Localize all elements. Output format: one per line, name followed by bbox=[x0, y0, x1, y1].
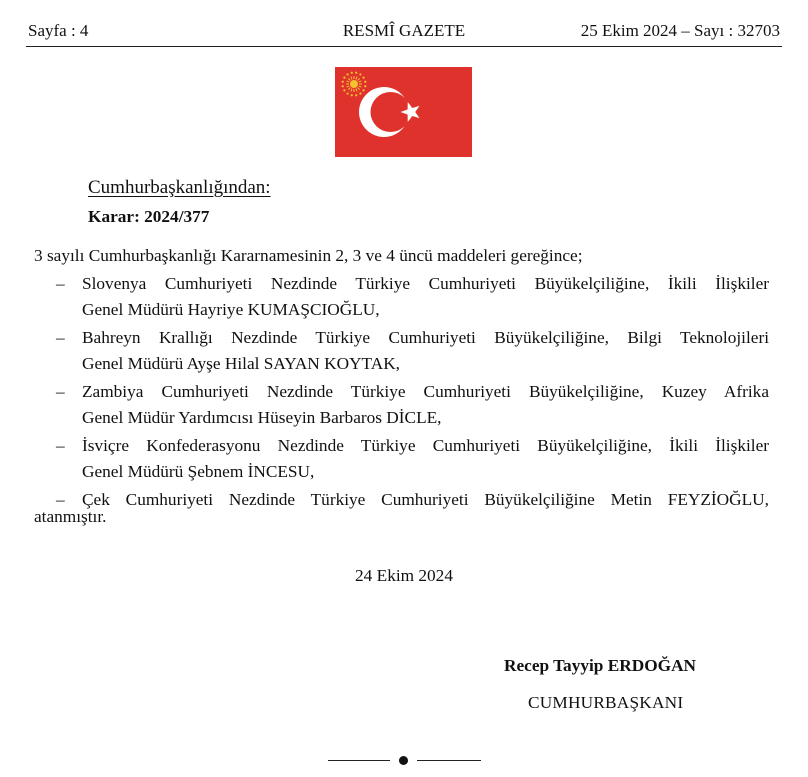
ornament-dot bbox=[399, 756, 408, 765]
item-line-2: Genel Müdürü Hayriye KUMAŞCIOĞLU, bbox=[82, 300, 380, 319]
emblem-star bbox=[355, 72, 357, 74]
item-line-1: – İsviçre Konfederasyonu Nezdinde Türkiye Cumhuriyeti Büyükelçiliğine, İkili İlişkiler bbox=[82, 436, 769, 455]
item-line-1: – Çek Cumhuriyeti Nezdinde Türkiye Cumhuriyeti Büyükelçiliğine Metin FEYZİOĞLU, bbox=[82, 490, 769, 509]
emblem-star bbox=[362, 77, 364, 79]
emblem-star bbox=[351, 94, 353, 96]
list-item bbox=[56, 271, 769, 323]
list-item bbox=[56, 433, 769, 485]
decision-number: Karar: 2024/377 bbox=[88, 207, 210, 226]
header-rule bbox=[26, 46, 782, 47]
footer-ornament bbox=[328, 753, 483, 769]
emblem-star bbox=[347, 73, 349, 75]
issuing-authority: Cumhurbaşkanlığından: bbox=[88, 177, 271, 198]
item-line-1: – Zambiya Cumhuriyeti Nezdinde Türkiye Cumhuriyeti Büyükelçiliğine, Kuzey Afrika bbox=[82, 382, 769, 401]
closing-text: atanmıştır. bbox=[34, 507, 107, 526]
emblem-star bbox=[351, 72, 353, 74]
emblem-star bbox=[343, 77, 345, 79]
emblem-sun bbox=[350, 80, 358, 88]
emblem-star bbox=[362, 89, 364, 91]
emblem-star bbox=[342, 85, 344, 87]
list-item bbox=[56, 379, 769, 431]
emblem-star bbox=[359, 92, 361, 94]
issue-info: 25 Ekim 2024 – Sayı : 32703 bbox=[580, 21, 780, 40]
emblem-star bbox=[343, 89, 345, 91]
emblem-star bbox=[364, 81, 366, 83]
list-item bbox=[56, 325, 769, 377]
signatory-title: CUMHURBAŞKANI bbox=[528, 693, 684, 712]
decision-date: 24 Ekim 2024 bbox=[355, 566, 453, 585]
emblem-star bbox=[347, 92, 349, 94]
item-line-2: Genel Müdürü Şebnem İNCESU, bbox=[82, 462, 315, 481]
signatory-name: Recep Tayyip ERDOĞAN bbox=[504, 656, 697, 675]
emblem-star bbox=[364, 85, 366, 87]
page-number: Sayfa : 4 bbox=[28, 21, 89, 40]
list-item bbox=[56, 487, 769, 513]
intro-paragraph: 3 sayılı Cumhurbaşkanlığı Kararnamesinin 2, 3 ve 4 üncü maddeleri gereğince; bbox=[34, 246, 583, 265]
ornament-line-left bbox=[328, 760, 390, 761]
emblem-star bbox=[342, 81, 344, 83]
item-line-2: Genel Müdür Yardımcısı Hüseyin Barbaros DİCLE, bbox=[82, 408, 442, 427]
item-line-1: – Bahreyn Krallığı Nezdinde Türkiye Cumhuriyeti Büyükelçiliğine, Bilgi Teknolojileri bbox=[82, 328, 769, 347]
item-line-1: – Slovenya Cumhuriyeti Nezdinde Türkiye Cumhuriyeti Büyükelçiliğine, İkili İlişkiler bbox=[82, 274, 769, 293]
turkish-flag-icon bbox=[335, 67, 472, 157]
emblem-star bbox=[355, 94, 357, 96]
publication-title: RESMÎ GAZETE bbox=[342, 21, 466, 40]
emblem-star bbox=[359, 73, 361, 75]
item-line-2: Genel Müdürü Ayşe Hilal SAYAN KOYTAK, bbox=[82, 354, 400, 373]
ornament-line-right bbox=[417, 760, 481, 761]
page-header bbox=[28, 21, 780, 45]
appointment-list bbox=[56, 271, 769, 515]
